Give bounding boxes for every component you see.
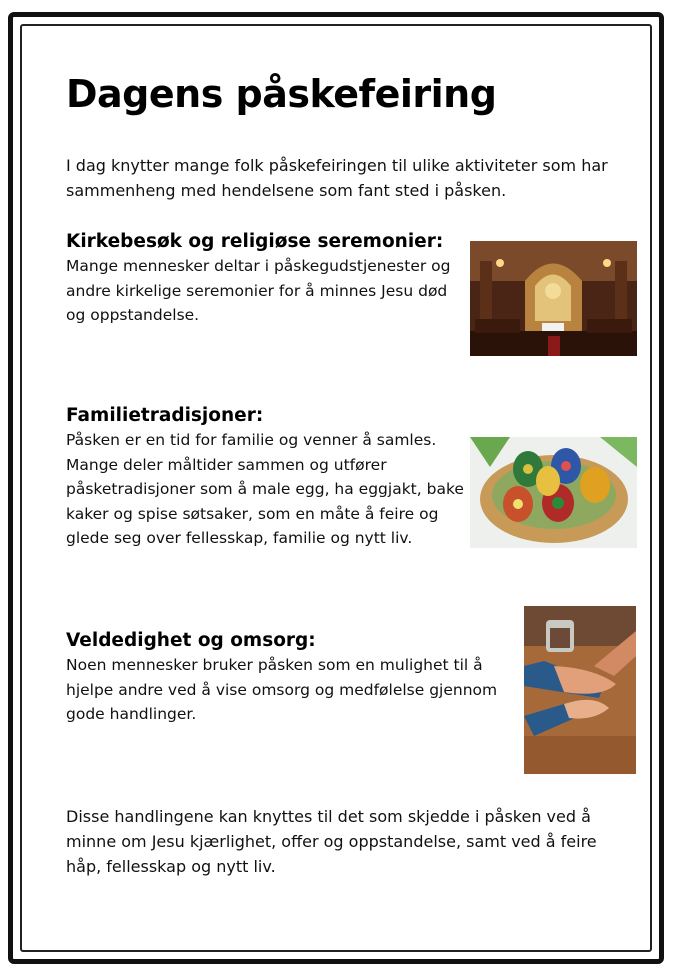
section-heading: Familietradisjoner: [66,405,264,426]
section-body: Påsken er en tid for familie og venner å samles. Mange deler måltider sammen og utfører påsketradisjoner som å male egg, ha eggjakt, bake kaker og spise søtsaker, som en måte å feire og glede seg over fellesskap, familie og nytt liv. [66,431,464,547]
section-charity [66,630,516,727]
closing-paragraph: Disse handlingene kan knyttes til det som skjedde i påsken ved å minne om Jesu kjærlighet, offer og oppstandelse, samt ved å feire håp, fellesskap og nytt liv. [66,807,597,876]
easter-eggs-basket-photo [470,437,637,548]
section-body: Noen mennesker bruker påsken som en mulighet til å hjelpe andre ved å vise omsorg og medfølelse gjennom gode handlinger. [66,656,498,723]
section-heading: Veldedighet og omsorg: [66,630,316,651]
church-interior-photo [470,241,637,356]
intro-paragraph: I dag knytter mange folk påskefeiringen til ulike aktiviteter som har sammenheng med hendelsene som fant sted i påsken. [66,156,608,200]
holding-hands-photo [524,606,636,774]
section-heading: Kirkebesøk og religiøse seremonier: [66,231,444,252]
page-title: Dagens påskefeiring [66,72,497,116]
section-church [66,231,466,328]
section-body: Mange mennesker deltar i påskegudstjenester og andre kirkelige seremonier for å minnes Jesu død og oppstandelse. [66,257,451,324]
section-family [66,405,466,551]
